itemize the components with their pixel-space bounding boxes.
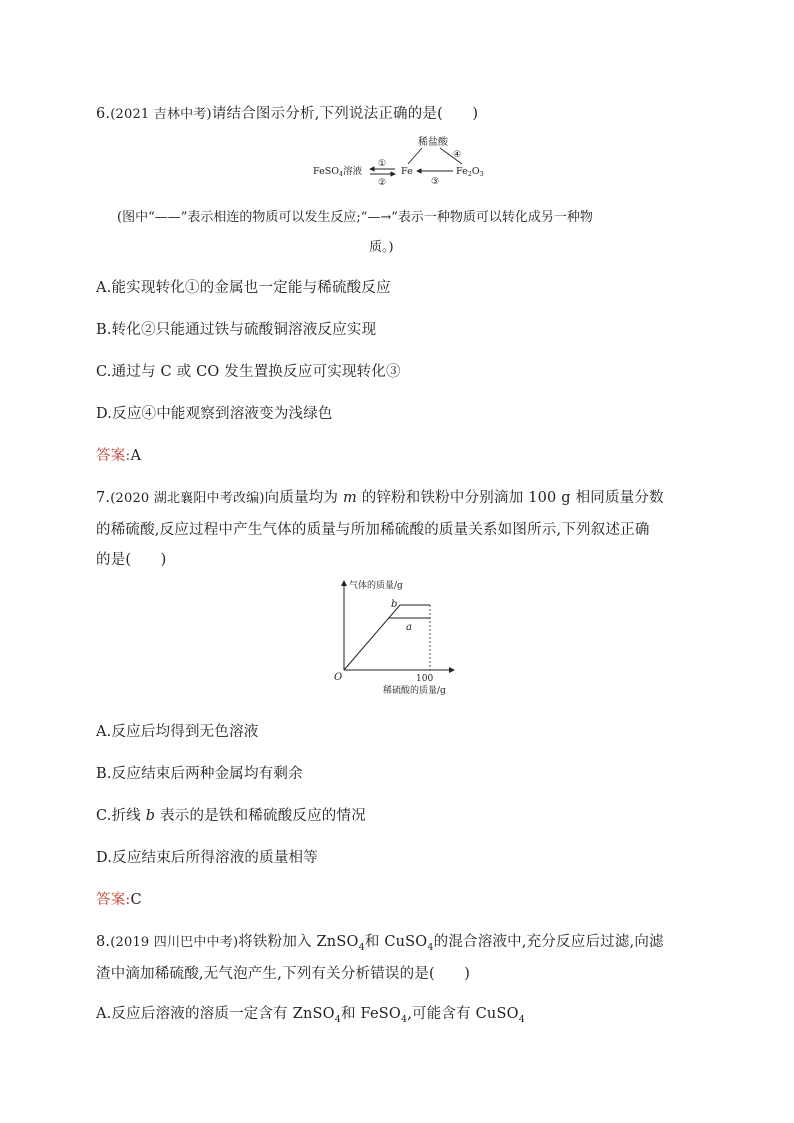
q7-option-d: D.反应结束后所得溶液的质量相等 (96, 850, 318, 866)
acid-label: 稀盐酸 (418, 137, 448, 148)
link-acid-fe (408, 148, 422, 164)
q7-option-c-a: C.折线 (96, 808, 146, 824)
q6-answer (96, 444, 141, 465)
q7-option-c-var: b (145, 808, 156, 824)
q8-oa-a: A.反应后溶液的溶质一定含有 ZnSO (96, 1006, 335, 1022)
q6-option-d: D.反应④中能观察到溶液变为浅绿色 (96, 406, 333, 422)
q8-oa-s3: 4 (518, 1013, 525, 1025)
q6-note-line2: 质。) (369, 240, 394, 255)
q6-answer-value: A (130, 448, 142, 464)
q8-stem-line1 (96, 930, 664, 953)
fe-label: Fe (401, 166, 413, 177)
q7-option-a: A.反应后均得到无色溶液 (96, 724, 259, 740)
label-a: a (406, 622, 412, 633)
q6-option-c: C.通过与 C 或 CO 发生置换反应可实现转化③ (96, 364, 401, 380)
q7-option-b: B.反应结束后两种金属均有剩余 (96, 766, 303, 782)
q8-option-a (96, 1002, 525, 1025)
q8-oa-s2: 4 (400, 1013, 408, 1025)
fe2o3-label: $Fe_2O_3$ (456, 166, 484, 178)
q8-s1b: 和 CuSO (364, 934, 428, 950)
q8-s1c: 的混合溶液中,充分反应后过滤,向滤 (433, 934, 664, 950)
origin-label: O (334, 672, 343, 683)
q7-option-c-b: 表示的是铁和稀硫酸反应的情况 (155, 808, 366, 824)
q7-stem-line3: 的是( ) (96, 552, 167, 568)
q7-source: (2020 湖北襄阳中考改编) (110, 491, 265, 506)
x-tick-100: 100 (416, 674, 434, 684)
q8-oa-s1: 4 (334, 1013, 341, 1025)
num-1: ① (378, 159, 387, 169)
q7-answer (96, 888, 142, 909)
q7-graph (330, 577, 470, 702)
y-axis-label: 气体的质量/g (349, 581, 403, 591)
q8-sub1: 4 (358, 941, 365, 953)
q8-s1a: 将铁粉加入 ZnSO (238, 934, 359, 950)
q7-var-m: m (342, 490, 357, 506)
q7-answer-value: C (130, 892, 142, 908)
q8-oa-c: ,可能含有 CuSO (407, 1006, 519, 1022)
q6-note-line1: (图中“——”表示相连的物质可以发生反应;“—→”表示一种物质可以转化成另一种物 (117, 210, 593, 225)
q6-stem (96, 102, 478, 123)
q7-number: 7. (96, 490, 111, 506)
q8-oa-b: 和 FeSO (340, 1006, 401, 1022)
q6-number: 6. (96, 106, 111, 122)
q7-stem-line2: 的稀硫酸,反应过程中产生气体的质量与所加稀硫酸的质量关系如图所示,下列叙述正确 (96, 522, 650, 538)
q6-option-b: B.转化②只能通过铁与硫酸铜溶液反应实现 (96, 322, 377, 338)
q8-source: (2019 四川巴中中考) (110, 935, 239, 950)
series-b (344, 605, 430, 670)
q6-reaction-diagram (300, 133, 500, 188)
num-3: ③ (431, 177, 440, 187)
q8-sub2: 4 (427, 941, 434, 953)
q8-stem-line2: 渣中滴加稀硫酸,无气泡产生,下列有关分析错误的是( ) (96, 966, 471, 982)
q6-stem-text: 请结合图示分析,下列说法正确的是( ) (211, 106, 479, 122)
q6-source: (2021 吉林中考) (110, 107, 212, 122)
label-b: b (391, 599, 398, 610)
q7-option-c (96, 804, 366, 825)
num-2: ② (378, 178, 387, 188)
q7-answer-label: 答案: (96, 892, 131, 908)
q7-stem1-a: 向质量均为 (264, 490, 343, 506)
q6-option-a: A.能实现转化①的金属也一定能与稀硫酸反应 (96, 280, 391, 296)
q8-number: 8. (96, 934, 111, 950)
num-4: ④ (453, 150, 462, 160)
x-axis-label: 稀硫酸的质量/g (383, 686, 446, 696)
q6-answer-label: 答案: (96, 448, 131, 464)
feso4-label: FeSO$_4$溶液 (313, 166, 363, 178)
q7-stem1-b: 的锌粉和铁粉中分别滴加 100 g 相同质量分数 (356, 490, 664, 506)
q7-stem-line1 (96, 486, 664, 507)
